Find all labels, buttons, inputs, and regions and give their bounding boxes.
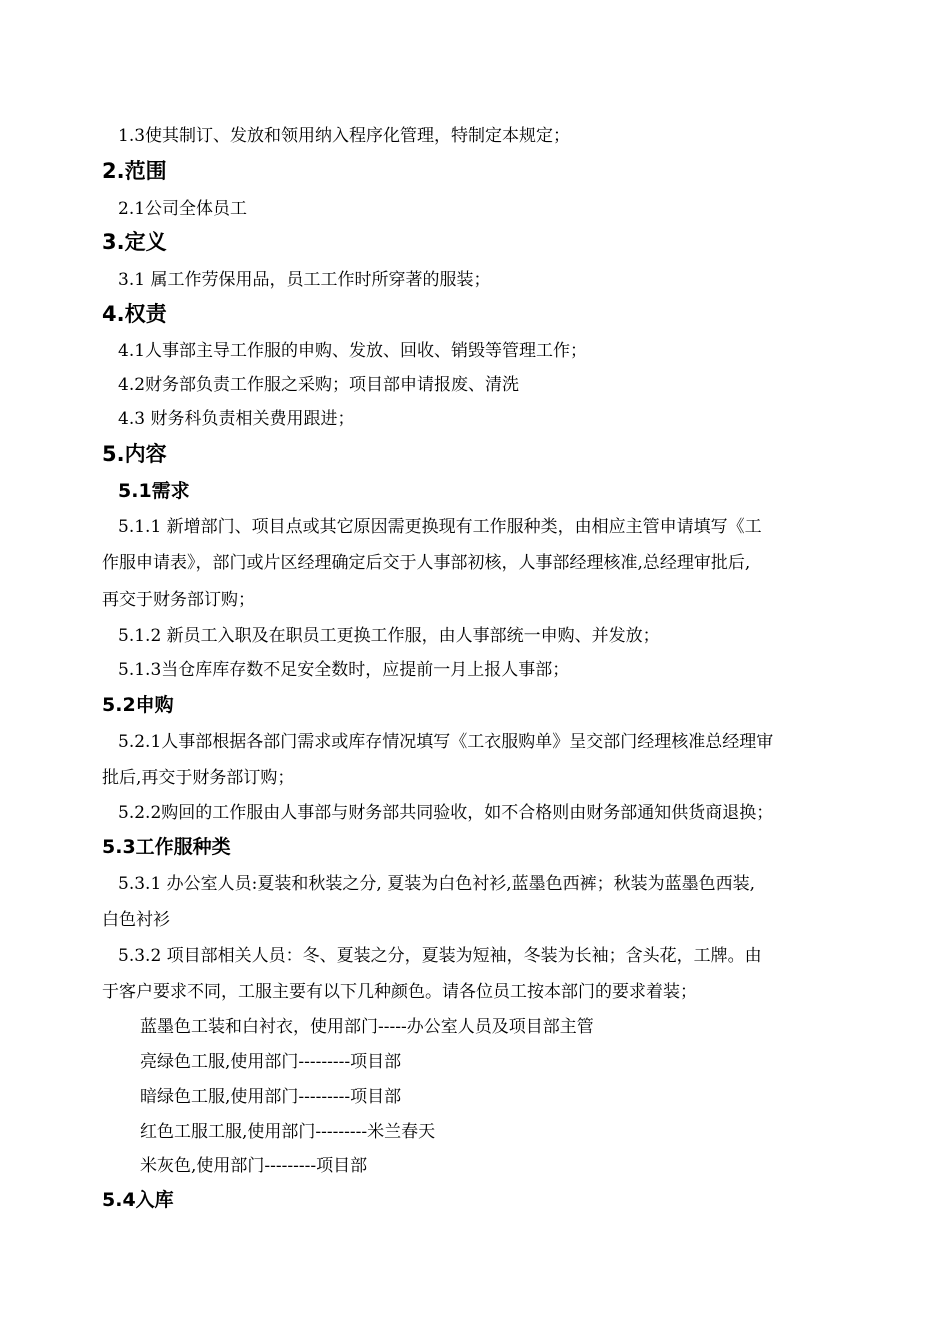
clause-5-3-1-line2: 白色衬衫 [102,910,170,930]
clause-4-1: 4.1人事部主导工作服的申购、发放、回收、销毁等管理工作； [118,341,588,361]
section-5-3-heading: 5.3工作服种类 [102,836,231,858]
uniform-color-item: 蓝墨色工装和白衬衣，使用部门-----办公室人员及项目部主管 [140,1017,594,1037]
clause-5-3-1-line1: 5.3.1 办公室人员:夏装和秋装之分, 夏装为白色衬衫,蓝墨色西裤；秋装为蓝墨色西装, [118,874,756,894]
clause-5-1-3: 5.1.3当仓库库存数不足安全数时，应提前一月上报人事部； [118,660,570,680]
clause-4-2: 4.2财务部负责工作服之采购；项目部申请报废、清洗 [118,375,520,395]
section-4-heading: 4.权责 [102,302,167,326]
clause-3-1: 3.1 属工作劳保用品，员工工作时所穿著的服装； [118,270,491,290]
section-2-heading: 2.范围 [102,159,167,183]
section-5-4-heading: 5.4入库 [102,1189,174,1211]
clause-5-1-2: 5.1.2 新员工入职及在职员工更换工作服，由人事部统一申购、并发放； [118,626,660,646]
clause-5-2-2: 5.2.2购回的工作服由人事部与财务部共同验收，如不合格则由财务部通知供货商退换； [118,803,774,823]
uniform-color-item: 暗绿色工服,使用部门---------项目部 [140,1087,402,1107]
uniform-color-item: 亮绿色工服,使用部门---------项目部 [140,1052,402,1072]
clause-2-1: 2.1公司全体员工 [118,199,248,219]
clause-5-1-1-line2: 作服申请表》，部门或片区经理确定后交于人事部初核，人事部经理核准,总经理审批后, [102,553,751,573]
clause-5-3-2-line2: 于客户要求不同，工服主要有以下几种颜色。请各位员工按本部门的要求着装； [102,982,697,1002]
uniform-color-item: 红色工服工服,使用部门---------米兰春天 [140,1122,436,1142]
section-5-heading: 5.内容 [102,442,167,466]
uniform-color-item: 米灰色,使用部门---------项目部 [140,1156,368,1176]
section-3-heading: 3.定义 [102,230,167,254]
clause-1-3: 1.3使其制订、发放和领用纳入程序化管理，特制定本规定； [118,126,571,146]
clause-5-2-1-line2: 批后,再交于财务部订购； [102,768,295,788]
clause-4-3: 4.3 财务科负责相关费用跟进； [118,409,355,429]
clause-5-1-1-line3: 再交于财务部订购； [102,590,255,610]
section-5-1-heading: 5.1需求 [118,480,190,502]
clause-5-3-2-line1: 5.3.2 项目部相关人员：冬、夏装之分，夏装为短袖，冬装为长袖；含头花，工牌。由 [118,946,762,966]
section-5-2-heading: 5.2申购 [102,694,174,716]
clause-5-2-1-line1: 5.2.1人事部根据各部门需求或库存情况填写《工衣服购单》呈交部门经理核准总经理审 [118,732,774,752]
clause-5-1-1-line1: 5.1.1 新增部门、项目点或其它原因需更换现有工作服种类，由相应主管申请填写《工 [118,517,762,537]
